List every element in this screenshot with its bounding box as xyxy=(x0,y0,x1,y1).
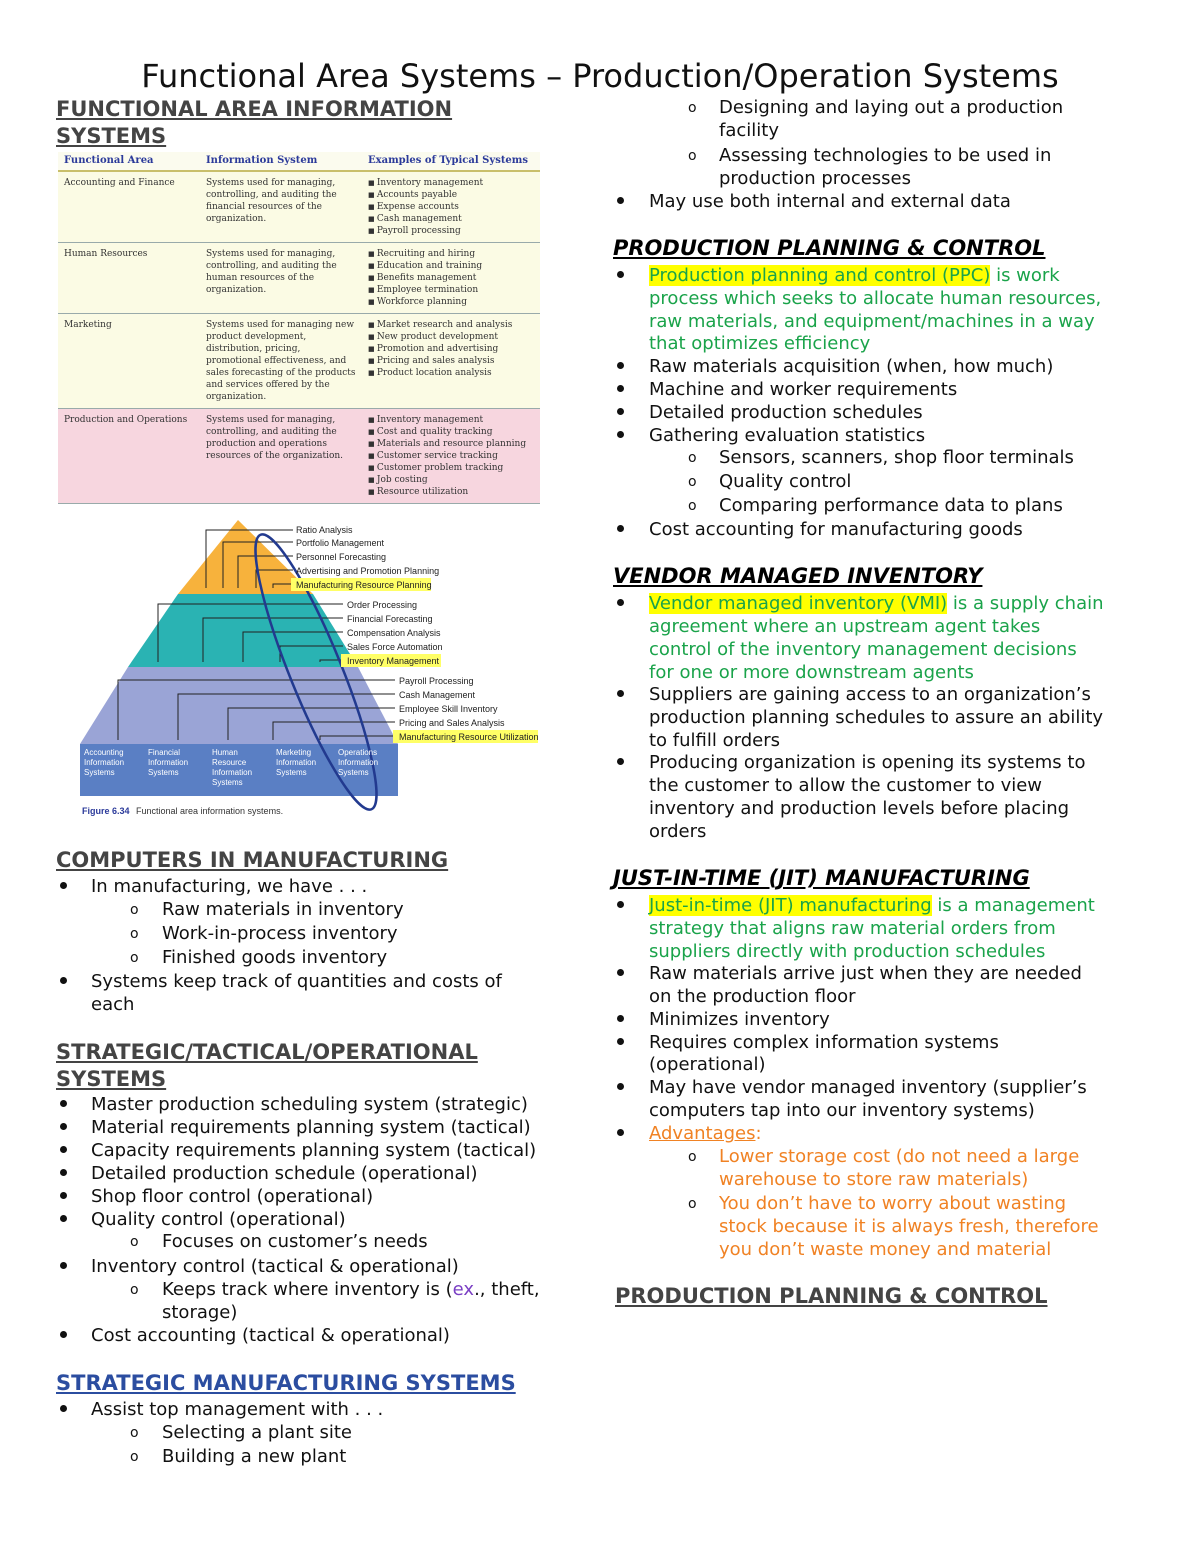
vmi-definition-cont: agreement where an upstream agent takes xyxy=(649,616,1041,637)
jit-advantages-colon: : xyxy=(755,1123,762,1144)
table-example: ■ Job costing xyxy=(368,474,534,486)
bullet-dot xyxy=(60,1262,67,1269)
pyramid-label: Compensation Analysis xyxy=(347,628,441,638)
table-example: ■ Market research and analysis xyxy=(368,319,534,331)
table-header: Information System xyxy=(200,152,362,171)
table-cell-system: Systems used for managing new product development, distribution, pricing, promotional effectiveness, and sales forecasting of the products and services offered by the organization. xyxy=(200,314,362,409)
ppc-heading: PRODUCTION PLANNING & CONTROL xyxy=(613,236,1046,260)
jit-advantage-cont: warehouse to store raw materials) xyxy=(719,1169,1029,1190)
cim-subitem: Finished goods inventory xyxy=(162,947,388,968)
table-cell-area: Accounting and Finance xyxy=(58,171,200,243)
ppc-item: Raw materials acquisition (when, how much) xyxy=(649,356,1054,377)
bullet-circle: o xyxy=(130,950,139,966)
vmi-item-cont: the customer to allow the customer to view xyxy=(649,775,1043,796)
table-example: ■ Employee termination xyxy=(368,284,534,296)
r-subitem: Assessing technologies to be used in xyxy=(719,145,1052,166)
ppc-definition-cont: process which seeks to allocate human resources, xyxy=(649,288,1102,309)
bullet-dot xyxy=(617,901,624,908)
jit-item: Raw materials arrive just when they are needed xyxy=(649,963,1082,984)
vmi-item: Producing organization is opening its systems to xyxy=(649,752,1086,773)
sto-item: Master production scheduling system (strategic) xyxy=(91,1094,528,1115)
base-label: Accounting Information Systems xyxy=(84,748,125,777)
table-cell-area: Marketing xyxy=(58,314,200,409)
cim-subitem: Raw materials in inventory xyxy=(162,899,404,920)
pyramid-label: Inventory Management xyxy=(347,656,440,666)
bullet-dot xyxy=(617,599,624,606)
sms-subitem: Selecting a plant site xyxy=(162,1422,352,1443)
base-label: Operations Information Systems xyxy=(338,748,379,777)
bullet-dot xyxy=(617,385,624,392)
vmi-definition-cont: control of the inventory management decisions xyxy=(649,639,1077,660)
bullet-dot xyxy=(617,969,624,976)
table-cell-system: Systems used for managing, controlling, and auditing the human resources of the organization. xyxy=(200,243,362,314)
table-cell-area: Production and Operations xyxy=(58,409,200,504)
vmi-heading: VENDOR MANAGED INVENTORY xyxy=(613,564,983,588)
ppc-item: Machine and worker requirements xyxy=(649,379,958,400)
table-example: ■ Education and training xyxy=(368,260,534,272)
sto-item: Cost accounting (tactical & operational) xyxy=(91,1325,450,1346)
sms-heading: STRATEGIC MANUFACTURING SYSTEMS xyxy=(56,1371,516,1395)
table-example: ■ Workforce planning xyxy=(368,296,534,308)
bullet-dot xyxy=(617,525,624,532)
r-subitem-cont: production processes xyxy=(719,168,911,189)
table-header: Examples of Typical Systems xyxy=(362,152,540,171)
bullet-circle: o xyxy=(688,498,697,514)
bullet-dot xyxy=(617,362,624,369)
pyramid-label: Cash Management xyxy=(399,690,476,700)
table-row xyxy=(58,409,540,504)
sto-heading-line2: SYSTEMS xyxy=(56,1067,167,1091)
bullet-dot xyxy=(617,271,624,278)
jit-heading: JUST-IN-TIME (JIT) MANUFACTURING xyxy=(613,866,1030,890)
bullet-circle: o xyxy=(130,1282,139,1298)
ex-abbrev: ex xyxy=(452,1279,475,1300)
jit-advantages-label: Advantages xyxy=(649,1123,756,1144)
bullet-dot xyxy=(60,1215,67,1222)
page-title: Functional Area Systems – Production/Operation Systems xyxy=(141,57,1059,95)
ppc-item: Detailed production schedules xyxy=(649,402,923,423)
bullet-dot xyxy=(617,1129,624,1136)
bullet-dot xyxy=(617,197,624,204)
bullet-circle: o xyxy=(130,1425,139,1441)
sto-item: Detailed production schedule (operational) xyxy=(91,1163,478,1184)
jit-item: May have vendor managed inventory (supplier’s xyxy=(649,1077,1087,1098)
jit-definition-text: is a management xyxy=(931,895,1095,916)
bullet-dot xyxy=(60,882,67,889)
bullet-dot xyxy=(60,1192,67,1199)
sto-subitem-cont: storage) xyxy=(162,1302,238,1323)
table-example: ■ New product development xyxy=(368,331,534,343)
sto-item: Capacity requirements planning system (tactical) xyxy=(91,1140,537,1161)
figure-caption-number: Figure 6.34 xyxy=(82,806,130,816)
table-example: ■ Inventory management xyxy=(368,414,534,426)
base-label: Marketing Information Systems xyxy=(276,748,317,777)
pyramid-label: Sales Force Automation xyxy=(347,642,443,652)
bullet-dot xyxy=(60,1169,67,1176)
functional-area-table xyxy=(58,152,540,504)
vmi-term: Vendor managed inventory (VMI) xyxy=(649,593,948,614)
vmi-item-cont: orders xyxy=(649,821,707,842)
bullet-circle: o xyxy=(688,1196,697,1212)
base-label: Human Resource Information Systems xyxy=(212,748,253,787)
bullet-dot xyxy=(60,1331,67,1338)
table-cell-system: Systems used for managing, controlling, and auditing the production and operations resources of the organization. xyxy=(200,409,362,504)
ppc-subitem: Sensors, scanners, shop floor terminals xyxy=(719,447,1074,468)
jit-advantages xyxy=(649,1122,762,1145)
sto-item: Inventory control (tactical & operational) xyxy=(91,1256,459,1277)
ppc-subitem: Quality control xyxy=(719,471,852,492)
cim-subitem: Work-in-process inventory xyxy=(162,923,398,944)
ppc-subitem: Comparing performance data to plans xyxy=(719,495,1063,516)
jit-item: Minimizes inventory xyxy=(649,1009,830,1030)
jit-item-cont: on the production floor xyxy=(649,986,856,1007)
sto-subitem xyxy=(162,1278,540,1301)
bullet-dot xyxy=(60,1100,67,1107)
bullet-circle: o xyxy=(130,902,139,918)
cim-item-cont: each xyxy=(91,994,135,1015)
pyramid-label: Portfolio Management xyxy=(296,538,385,548)
sto-subitem-text: Keeps track where inventory is ( xyxy=(162,1279,453,1300)
table-header: Functional Area xyxy=(58,152,200,171)
bullet-dot xyxy=(617,1038,624,1045)
r-item: May use both internal and external data xyxy=(649,191,1011,212)
bullet-dot xyxy=(617,431,624,438)
table-example: ■ Customer service tracking xyxy=(368,450,534,462)
sto-heading-line1: STRATEGIC/TACTICAL/OPERATIONAL xyxy=(56,1040,478,1064)
bullet-dot xyxy=(60,1405,67,1412)
pyramid-label: Employee Skill Inventory xyxy=(399,704,498,714)
jit-term: Just-in-time (JIT) manufacturing xyxy=(649,895,932,916)
pyramid-label: Pricing and Sales Analysis xyxy=(399,718,505,728)
table-example: ■ Resource utilization xyxy=(368,486,534,498)
vmi-definition xyxy=(649,592,1104,615)
pyramid-label: Financial Forecasting xyxy=(347,614,433,624)
jit-item: Requires complex information systems xyxy=(649,1032,999,1053)
jit-definition-cont: strategy that aligns raw material orders from xyxy=(649,918,1056,939)
ppc-item: Cost accounting for manufacturing goods xyxy=(649,519,1023,540)
pyramid-label: Manufacturing Resource Planning xyxy=(296,580,432,590)
sto-item: Shop floor control (operational) xyxy=(91,1186,374,1207)
table-row xyxy=(58,171,540,243)
jit-advantage: Lower storage cost (do not need a large xyxy=(719,1146,1080,1167)
table-example: ■ Benefits management xyxy=(368,272,534,284)
bullet-circle: o xyxy=(688,450,697,466)
sms-subitem: Building a new plant xyxy=(162,1446,347,1467)
ppc-heading-2: PRODUCTION PLANNING & CONTROL xyxy=(615,1284,1048,1308)
table-example: ■ Recruiting and hiring xyxy=(368,248,534,260)
fais-heading-line2: SYSTEMS xyxy=(56,124,167,148)
fais-heading-line1: FUNCTIONAL AREA INFORMATION xyxy=(56,97,453,121)
r-subitem: Designing and laying out a production xyxy=(719,97,1064,118)
pyramid-label: Order Processing xyxy=(347,600,418,610)
vmi-item: Suppliers are gaining access to an organization’s xyxy=(649,684,1091,705)
figure-caption-text: Functional area information systems. xyxy=(136,806,284,816)
jit-item-cont: (operational) xyxy=(649,1054,766,1075)
vmi-item-cont: to fulfill orders xyxy=(649,730,780,751)
sto-item: Quality control (operational) xyxy=(91,1209,346,1230)
table-example: ■ Customer problem tracking xyxy=(368,462,534,474)
table-example: ■ Materials and resource planning xyxy=(368,438,534,450)
jit-advantage: You don’t have to worry about wasting xyxy=(719,1193,1067,1214)
cim-item: In manufacturing, we have . . . xyxy=(91,876,368,897)
ppc-definition-cont: that optimizes efficiency xyxy=(649,333,871,354)
pyramid-tier-low xyxy=(80,667,398,744)
base-label: Financial Information Systems xyxy=(148,748,189,777)
ppc-term: Production planning and control (PPC) xyxy=(649,265,991,286)
table-row xyxy=(58,243,540,314)
pyramid-label: Advertising and Promotion Planning xyxy=(296,566,440,576)
sms-item: Assist top management with . . . xyxy=(91,1399,384,1420)
pyramid-figure xyxy=(58,512,548,822)
bullet-dot xyxy=(617,408,624,415)
pyramid-label: Manufacturing Resource Utilization xyxy=(399,732,539,742)
pyramid-label: Ratio Analysis xyxy=(296,525,353,535)
sto-subitem-text: ., theft, xyxy=(474,1279,540,1300)
bullet-dot xyxy=(60,977,67,984)
table-example: ■ Cash management xyxy=(368,213,534,225)
table-example: ■ Product location analysis xyxy=(368,367,534,379)
vmi-definition-text: is a supply chain xyxy=(947,593,1104,614)
bullet-circle: o xyxy=(688,148,697,164)
table-example: ■ Cost and quality tracking xyxy=(368,426,534,438)
bullet-circle: o xyxy=(688,474,697,490)
table-example: ■ Payroll processing xyxy=(368,225,534,237)
bullet-dot xyxy=(60,1146,67,1153)
ppc-definition xyxy=(649,264,1060,287)
vmi-item-cont: inventory and production levels before placing xyxy=(649,798,1070,819)
pyramid-label: Payroll Processing xyxy=(399,676,474,686)
table-row xyxy=(58,314,540,409)
table-example: ■ Inventory management xyxy=(368,177,534,189)
bullet-dot xyxy=(60,1123,67,1130)
bullet-dot xyxy=(617,1015,624,1022)
table-example: ■ Expense accounts xyxy=(368,201,534,213)
cim-item: Systems keep track of quantities and costs of xyxy=(91,971,502,992)
jit-advantage-cont: stock because it is always fresh, therefore xyxy=(719,1216,1099,1237)
r-subitem-cont: facility xyxy=(719,120,779,141)
vmi-definition-cont: for one or more downstream agents xyxy=(649,662,974,683)
bullet-dot xyxy=(617,690,624,697)
jit-definition xyxy=(649,894,1095,917)
table-example: ■ Accounts payable xyxy=(368,189,534,201)
pyramid-label: Personnel Forecasting xyxy=(296,552,387,562)
table-cell-system: Systems used for managing, controlling, and auditing the financial resources of the organization. xyxy=(200,171,362,243)
bullet-circle: o xyxy=(130,1449,139,1465)
table-example: ■ Pricing and sales analysis xyxy=(368,355,534,367)
jit-definition-cont: suppliers directly with production schedules xyxy=(649,941,1046,962)
table-cell-area: Human Resources xyxy=(58,243,200,314)
jit-advantage-cont: you don’t waste money and material xyxy=(719,1239,1052,1260)
bullet-circle: o xyxy=(130,926,139,942)
sto-subitem: Focuses on customer’s needs xyxy=(162,1231,428,1252)
sto-item: Material requirements planning system (tactical) xyxy=(91,1117,531,1138)
cim-heading: COMPUTERS IN MANUFACTURING xyxy=(56,848,449,872)
bullet-dot xyxy=(617,1083,624,1090)
ppc-definition-text: is work xyxy=(990,265,1060,286)
bullet-dot xyxy=(617,758,624,765)
vmi-item-cont: production planning schedules to assure an ability xyxy=(649,707,1104,728)
jit-item-cont: computers tap into our inventory systems) xyxy=(649,1100,1035,1121)
ppc-item: Gathering evaluation statistics xyxy=(649,425,926,446)
table-example: ■ Promotion and advertising xyxy=(368,343,534,355)
bullet-circle: o xyxy=(688,1149,697,1165)
bullet-circle: o xyxy=(688,100,697,116)
ppc-definition-cont: raw materials, and equipment/machines in a way xyxy=(649,311,1095,332)
bullet-circle: o xyxy=(130,1234,139,1250)
